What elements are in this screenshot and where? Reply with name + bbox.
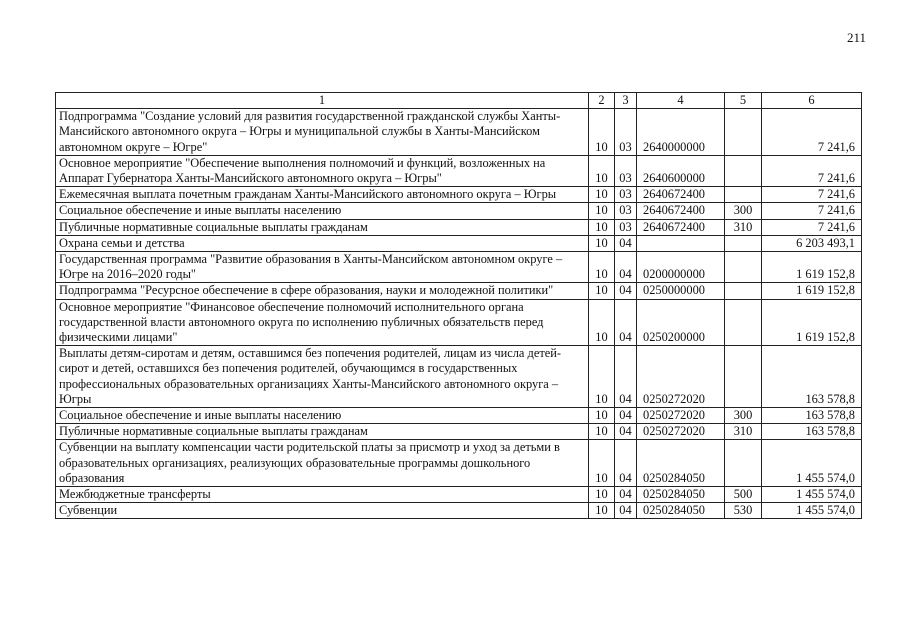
table-row <box>56 235 862 251</box>
header-subsection: 3 <box>615 93 637 109</box>
expense-type-code <box>725 109 762 156</box>
target-item-code: 0250200000 <box>637 299 725 346</box>
section-code: 10 <box>589 187 615 203</box>
table-row <box>56 187 862 203</box>
section-code: 10 <box>589 235 615 251</box>
section-code: 10 <box>589 283 615 299</box>
header-amount: 6 <box>762 93 862 109</box>
subsection-code: 04 <box>615 283 637 299</box>
subsection-code: 03 <box>615 109 637 156</box>
row-name: Социальное обеспечение и иные выплаты населению <box>56 408 589 424</box>
row-name: Публичные нормативные социальные выплаты гражданам <box>56 219 589 235</box>
amount: 1 455 574,0 <box>762 440 862 487</box>
expense-type-code: 300 <box>725 408 762 424</box>
section-code: 10 <box>589 487 615 503</box>
amount: 7 241,6 <box>762 155 862 186</box>
table-row <box>56 487 862 503</box>
subsection-code: 03 <box>615 219 637 235</box>
row-name: Подпрограмма "Создание условий для развития государственной гражданской службы Ханты-Мансийского автономного округа – Югры и муниципальной службы в Ханты-Мансийском автономном округе – Югре" <box>56 109 589 156</box>
amount: 1 619 152,8 <box>762 299 862 346</box>
expense-type-code <box>725 187 762 203</box>
expense-type-code <box>725 235 762 251</box>
expense-type-code <box>725 283 762 299</box>
header-expense-type: 5 <box>725 93 762 109</box>
target-item-code: 0250284050 <box>637 503 725 519</box>
row-name: Основное мероприятие "Финансовое обеспечение полномочий исполнительного органа государственной власти автономного округа по исполнению публичных обязательств перед физическими лицами" <box>56 299 589 346</box>
expense-type-code: 310 <box>725 219 762 235</box>
subsection-code: 04 <box>615 440 637 487</box>
target-item-code: 0250272020 <box>637 408 725 424</box>
amount: 1 619 152,8 <box>762 252 862 283</box>
row-name: Субвенции <box>56 503 589 519</box>
target-item-code: 2640672400 <box>637 187 725 203</box>
subsection-code: 03 <box>615 187 637 203</box>
budget-table <box>55 92 862 519</box>
row-name: Государственная программа "Развитие образования в Ханты-Мансийском автономном округе – Югре на 2016–2020 годы" <box>56 252 589 283</box>
table-header-row <box>56 93 862 109</box>
expense-type-code: 300 <box>725 203 762 219</box>
section-code: 10 <box>589 219 615 235</box>
target-item-code: 0250272020 <box>637 424 725 440</box>
target-item-code: 2640000000 <box>637 109 725 156</box>
subsection-code: 04 <box>615 503 637 519</box>
expense-type-code <box>725 299 762 346</box>
target-item-code: 0250284050 <box>637 487 725 503</box>
section-code: 10 <box>589 346 615 408</box>
amount: 163 578,8 <box>762 408 862 424</box>
target-item-code: 0250272020 <box>637 346 725 408</box>
table-row <box>56 155 862 186</box>
amount: 1 455 574,0 <box>762 487 862 503</box>
section-code: 10 <box>589 155 615 186</box>
row-name: Основное мероприятие "Обеспечение выполнения полномочий и функций, возложенных на Аппарат Губернатора Ханты-Мансийского автономного округа – Югры" <box>56 155 589 186</box>
table-row <box>56 109 862 156</box>
expense-type-code: 530 <box>725 503 762 519</box>
subsection-code: 04 <box>615 424 637 440</box>
table-row <box>56 424 862 440</box>
expense-type-code <box>725 346 762 408</box>
amount: 6 203 493,1 <box>762 235 862 251</box>
target-item-code <box>637 235 725 251</box>
section-code: 10 <box>589 252 615 283</box>
subsection-code: 04 <box>615 487 637 503</box>
subsection-code: 04 <box>615 235 637 251</box>
table-row <box>56 252 862 283</box>
page-number: 211 <box>846 30 866 45</box>
amount: 7 241,6 <box>762 187 862 203</box>
amount: 163 578,8 <box>762 424 862 440</box>
amount: 1 455 574,0 <box>762 503 862 519</box>
section-code: 10 <box>589 424 615 440</box>
subsection-code: 04 <box>615 252 637 283</box>
expense-type-code: 310 <box>725 424 762 440</box>
amount: 7 241,6 <box>762 109 862 156</box>
table-row <box>56 219 862 235</box>
section-code: 10 <box>589 109 615 156</box>
section-code: 10 <box>589 440 615 487</box>
target-item-code: 0250284050 <box>637 440 725 487</box>
expense-type-code: 500 <box>725 487 762 503</box>
target-item-code: 2640672400 <box>637 203 725 219</box>
amount: 163 578,8 <box>762 346 862 408</box>
row-name: Субвенции на выплату компенсации части родительской платы за присмотр и уход за детьми в образовательных организациях, реализующих образовательные программы дошкольного образования <box>56 440 589 487</box>
expense-type-code <box>725 252 762 283</box>
subsection-code: 04 <box>615 346 637 408</box>
header-target-item: 4 <box>637 93 725 109</box>
table-row <box>56 299 862 346</box>
section-code: 10 <box>589 408 615 424</box>
expense-type-code <box>725 155 762 186</box>
row-name: Выплаты детям-сиротам и детям, оставшимся без попечения родителей, лицам из числа детей-сирот и детей, оставшихся без попечения родителей, обучающимся в государственных профессиональных образовательных организациях Ханты-Мансийского автономного округа – Югры <box>56 346 589 408</box>
table-row <box>56 408 862 424</box>
target-item-code: 0200000000 <box>637 252 725 283</box>
subsection-code: 04 <box>615 408 637 424</box>
amount: 7 241,6 <box>762 219 862 235</box>
section-code: 10 <box>589 503 615 519</box>
table-row <box>56 203 862 219</box>
table-row <box>56 503 862 519</box>
table-row <box>56 440 862 487</box>
subsection-code: 03 <box>615 203 637 219</box>
section-code: 10 <box>589 299 615 346</box>
subsection-code: 04 <box>615 299 637 346</box>
amount: 7 241,6 <box>762 203 862 219</box>
row-name: Подпрограмма "Ресурсное обеспечение в сфере образования, науки и молодежной политики" <box>56 283 589 299</box>
target-item-code: 2640672400 <box>637 219 725 235</box>
row-name: Социальное обеспечение и иные выплаты населению <box>56 203 589 219</box>
row-name: Публичные нормативные социальные выплаты гражданам <box>56 424 589 440</box>
table-row <box>56 283 862 299</box>
subsection-code: 03 <box>615 155 637 186</box>
row-name: Межбюджетные трансферты <box>56 487 589 503</box>
table-row <box>56 346 862 408</box>
target-item-code: 2640600000 <box>637 155 725 186</box>
row-name: Охрана семьи и детства <box>56 235 589 251</box>
header-name: 1 <box>56 93 589 109</box>
row-name: Ежемесячная выплата почетным гражданам Ханты-Мансийского автономного округа – Югры <box>56 187 589 203</box>
target-item-code: 0250000000 <box>637 283 725 299</box>
header-section: 2 <box>589 93 615 109</box>
expense-type-code <box>725 440 762 487</box>
amount: 1 619 152,8 <box>762 283 862 299</box>
section-code: 10 <box>589 203 615 219</box>
